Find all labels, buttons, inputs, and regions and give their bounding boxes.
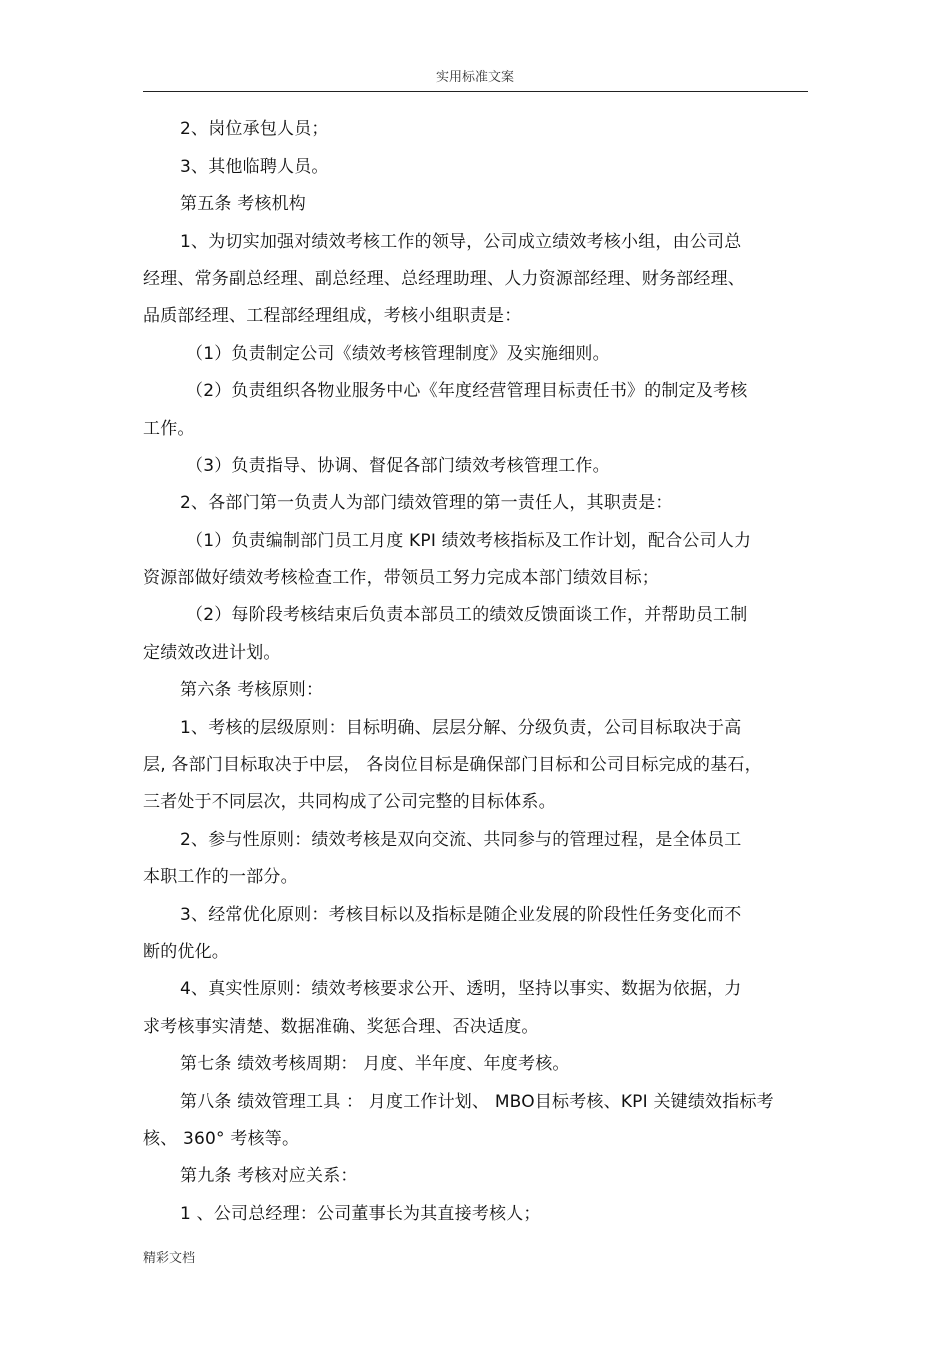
- header-divider: [143, 91, 808, 92]
- body-line: 3、经常优化原则：考核目标以及指标是随企业发展的阶段性任务变化而不: [180, 905, 742, 925]
- body-line: （2）负责组织各物业服务中心《年度经营管理目标责任书》的制定及考核: [186, 381, 748, 401]
- body-line: 品质部经理、工程部经理组成，考核小组职责是：: [143, 306, 522, 326]
- body-line: 1、为切实加强对绩效考核工作的领导，公司成立绩效考核小组，由公司总: [180, 232, 742, 252]
- body-line: 2、参与性原则：绩效考核是双向交流、共同参与的管理过程，是全体员工: [180, 830, 742, 850]
- body-line: （3）负责指导、协调、督促各部门绩效考核管理工作。: [186, 456, 610, 476]
- body-line: 断的优化。: [143, 942, 229, 962]
- body-line: 4、真实性原则：绩效考核要求公开、透明，坚持以事实、数据为依据，力: [180, 979, 742, 999]
- body-line: 三者处于不同层次，共同构成了公司完整的目标体系。: [143, 792, 556, 812]
- body-line: 经理、常务副总经理、副总经理、总经理助理、人力资源部经理、财务部经理、: [143, 269, 745, 289]
- body-line: 层, 各部门目标取决于中层， 各岗位目标是确保部门目标和公司目标完成的基石，: [143, 755, 762, 775]
- body-line: 求考核事实清楚、数据准确、奖惩合理、否决适度。: [143, 1017, 539, 1037]
- section-heading: 第六条 考核原则：: [180, 680, 324, 700]
- body-line: 定绩效改进计划。: [143, 643, 281, 663]
- body-line: 本职工作的一部分。: [143, 867, 298, 887]
- body-line: 2、岗位承包人员；: [180, 119, 329, 139]
- body-line: 1 、公司总经理：公司董事长为其直接考核人；: [180, 1204, 541, 1224]
- body-line: （1）负责制定公司《绩效考核管理制度》及实施细则。: [186, 344, 610, 364]
- section-heading: 第七条 绩效考核周期： 月度、半年度、年度考核。: [180, 1054, 570, 1074]
- body-line: 核、 360° 考核等。: [143, 1129, 300, 1149]
- page-footer-label: 精彩文档: [143, 1251, 196, 1266]
- body-line: 2、各部门第一负责人为部门绩效管理的第一责任人，其职责是：: [180, 493, 673, 513]
- body-line: （2）每阶段考核结束后负责本部员工的绩效反馈面谈工作，并帮助员工制: [186, 605, 748, 625]
- body-line: （1）负责编制部门员工月度 KPI 绩效考核指标及工作计划，配合公司人力: [186, 531, 752, 551]
- body-line: 1、考核的层级原则：目标明确、层层分解、分级负责，公司目标取决于高: [180, 718, 742, 738]
- section-heading: 第九条 考核对应关系：: [180, 1166, 358, 1186]
- section-heading: 第五条 考核机构: [180, 194, 307, 214]
- body-line: 工作。: [143, 419, 195, 439]
- body-line: 3、其他临聘人员。: [180, 157, 329, 177]
- section-heading: 第八条 绩效管理工具 ： 月度工作计划、 MBO目标考核、KPI 关键绩效指标考: [180, 1092, 774, 1112]
- body-line: 资源部做好绩效考核检查工作，带领员工努力完成本部门绩效目标；: [143, 568, 659, 588]
- page-header-title: 实用标准文案: [435, 70, 514, 85]
